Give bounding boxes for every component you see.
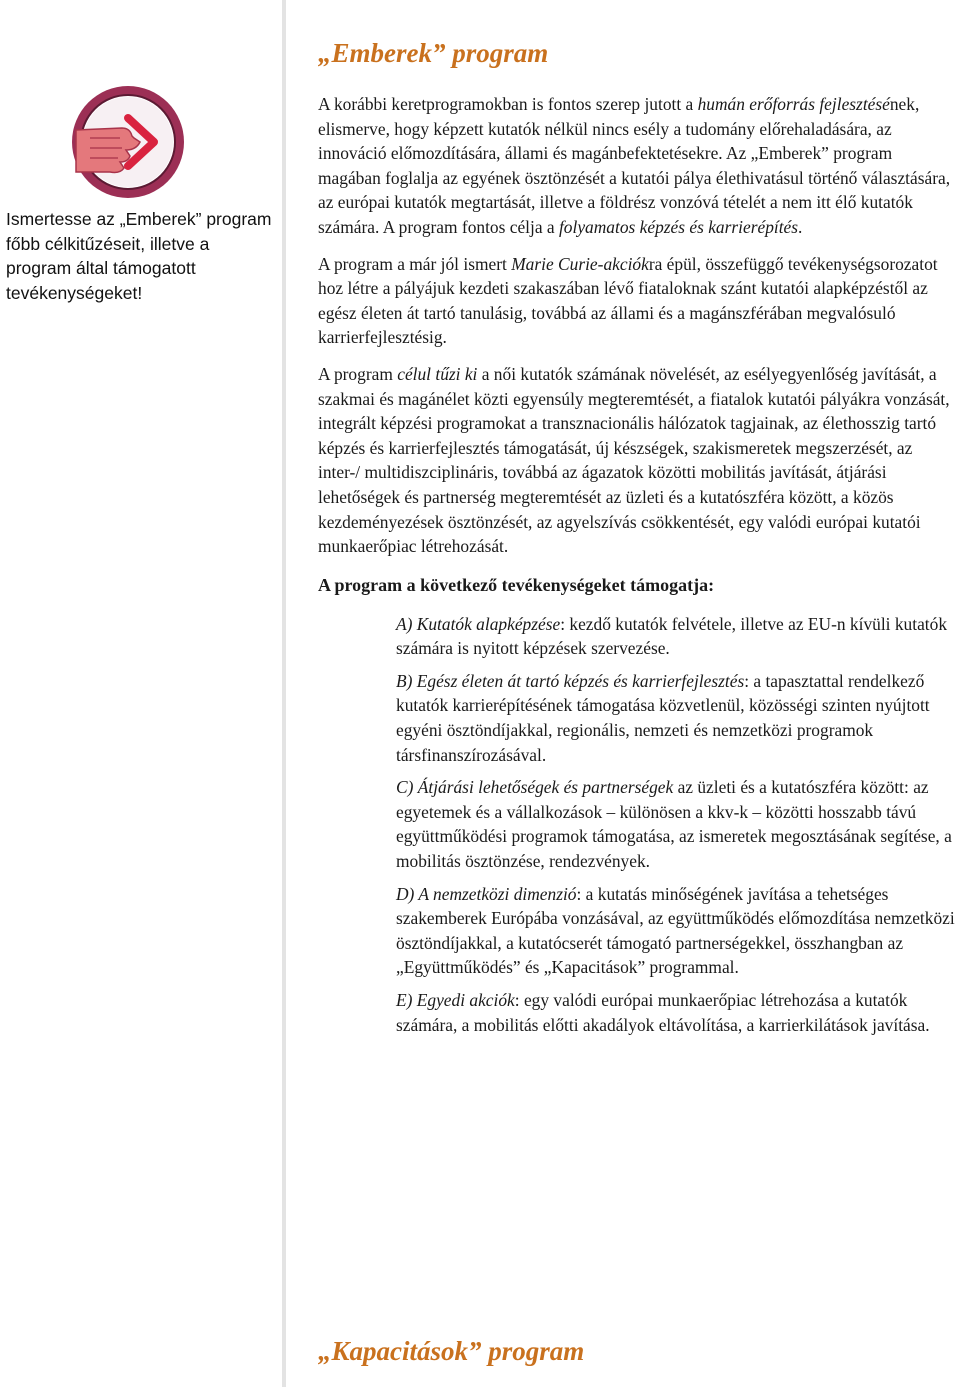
sidebar [0,0,286,1387]
text-run: ra épül, összefüggő tevékenységsorozatot hoz létre a pályájuk kezdeti szakaszában lévő fiataloknak szánt kutatói alapképzéstől az egész életen át tartó tanulásig, továbbá az állami és a magánszférában megvalósuló karrierfejlesztésig. [318,253,938,348]
hand-arrow-logo-icon [70,84,186,200]
main-content [318,36,958,1037]
question-text: Ismertesse az „Emberek” program főbb célkitűzéseit, illetve a program által támogatott tevékenységeket! [6,209,272,303]
activity-label: B) Egész életen át tartó képzés és karrierfejlesztés [396,670,745,691]
emphasis: humán erőforrás fejlesztésé [697,94,890,114]
activity-item [396,988,958,1037]
activity-text: az üzleti és a kutatószféra között: az egyetemek és a vállalkozások – különösen a kkv-k – közötti hosszabb távú együttműködési programok támogatása, az ismeretek megosztásának segítése, a mobilitás ösztönzése, rendezvények. [396,777,952,872]
text-run: nek, elismerve, hogy képzett kutatók nélkül nincs esély a tudomány előrehaladására, az innováció előmozdítására, állami és magánbefektetésekre. Az „Emberek” program magában foglalja az egyének ösztönzését a kutatói pálya élethivatásul történő választására, az európai kutatók megtartását, illetve a földrész vonzóvá tételét a nem itt élő kutatók számára. A program fontos célja a [318,94,951,237]
text-run: . [798,216,803,237]
activity-label: E) Egyedi akciók [396,990,515,1010]
activity-text: : a tapasztattal rendelkező kutatók karrierépítésének támogatása közvetlenül, közösségi szinten nyújtott egyéni ösztöndíjakkal, regionális, nemzeti és nemzetközi programok társfinanszírozásával. [396,670,930,765]
text-run: A korábbi keretprogramokban is fontos szerep jutott a [318,94,698,114]
text-run: A program a már jól ismert [318,253,512,274]
section-title-kapacitasok: „Kapacitások” program [318,1336,585,1366]
activity-label: D) A nemzetközi dimenzió [396,883,577,904]
activity-item [396,612,958,661]
text-run: a női kutatók számának növelését, az esélyegyenlőség javítását, a szakmai és magánélet közti egyensúly megteremtését, a fiatalok kutatói pályákra vonzását, integrált képzési programokat a transznacionális hálózatok tagjainak, az élethosszig tartó képzés és karrierfejlesztés támogatását, új készségek, szakismeretek megszerzését, az inter-/ multidiszciplináris, továbbá az ágazatok közötti mobilitás javítását, átjárási lehetőségek és partnerség megteremtését az üzleti és a kutatószféra között, a közös kezdeményezések ösztönzését, az agyelszívás csökkentését, egy valódi európai kutatói munkaerőpiac létrehozását. [318,363,950,557]
activity-item [396,669,958,767]
emphasis: Marie Curie-akciók [511,253,649,274]
activities-heading: A program a következő tevékenységeket támogatja: [318,574,715,595]
paragraph-3 [318,362,958,559]
activity-label: A) Kutatók alapképzése [396,613,561,634]
paragraph-1 [318,92,958,240]
activity-label: C) Átjárási lehetőségek és partnerségek [396,777,674,798]
emphasis: célul tűzi ki [397,363,478,384]
activity-text: : egy valódi európai munkaerőpiac létrehozása a kutatók számára, a mobilitás előtti akadályok eltávolítása, a karrierkilátások javítása. [396,990,930,1035]
paragraph-2 [318,252,958,350]
activity-text: : a kutatás minőségének javítása a tehetséges szakemberek Európába vonzásával, az együttműködés előmozdítása nemzetközi ösztöndíjakkal, a kutatócserét támogató partnerségekkel, összhangban az „Együttműködés” és „Kapacitások” programmal. [396,883,955,978]
text-run: A program [318,363,398,384]
activity-text: : kezdő kutatók felvétele, illetve az EU-n kívüli kutatók számára is nyitott képzések szervezése. [396,613,948,659]
section-title-emberek: „Emberek” program [318,38,549,68]
activity-item [396,775,958,873]
activity-item [396,882,958,980]
emphasis: folyamatos képzés és karrierépítés [558,216,799,237]
